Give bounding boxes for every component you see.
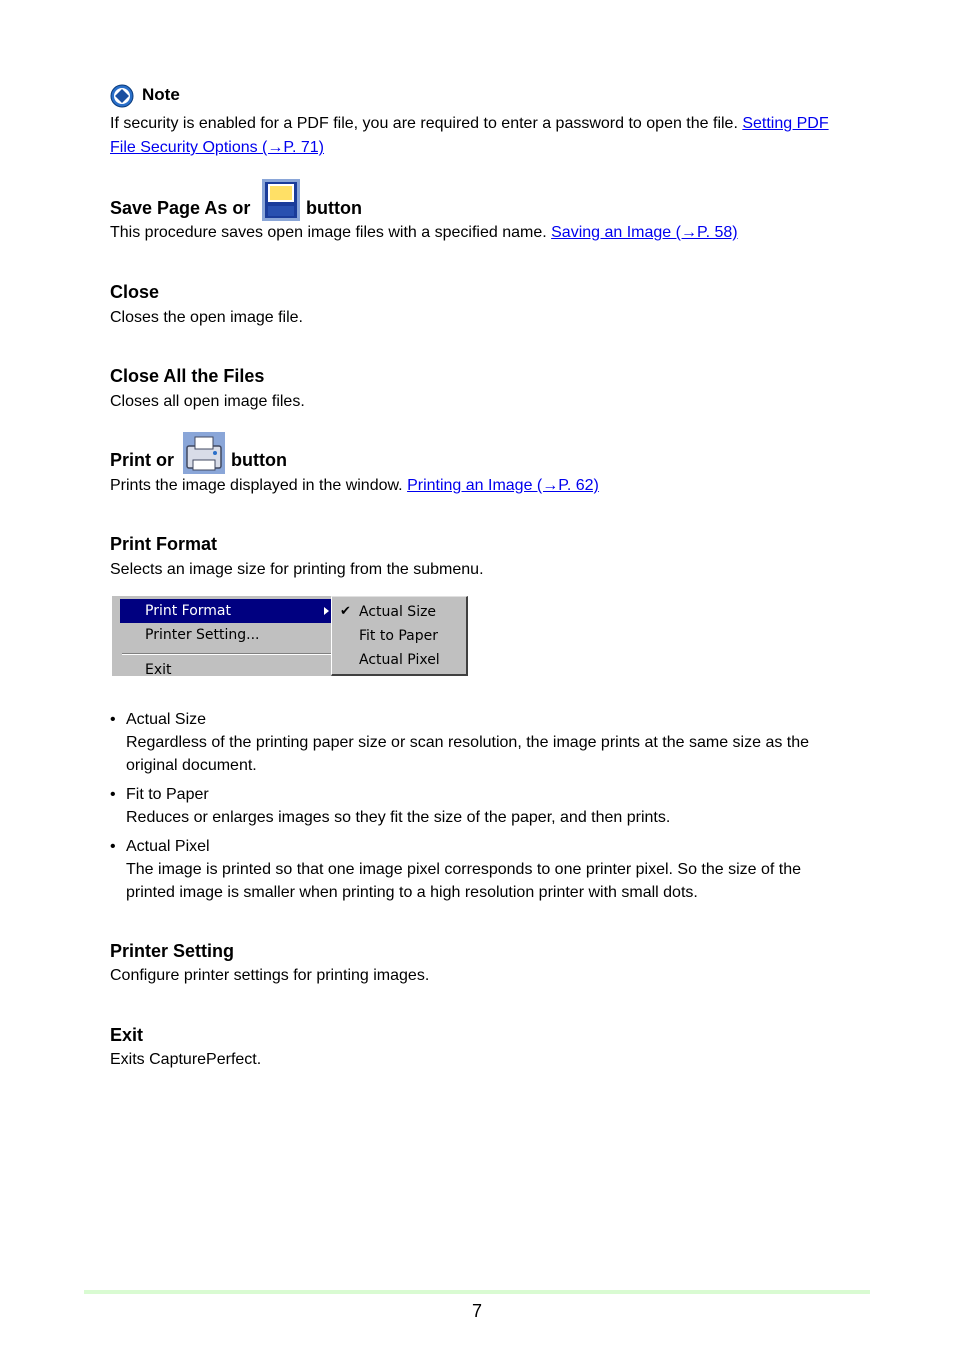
submenu-arrow-icon [324,607,329,615]
print-format-text: Selects an image size for printing from the submenu. [110,561,484,578]
submenu-item-actual-size[interactable]: ✔ Actual Size [332,600,466,624]
save-page-as-text-block [110,221,870,245]
page-number: 7 [471,1301,482,1321]
close-all-text: Closes all open image files. [110,393,305,410]
print-text-block [110,474,870,498]
note-section [110,84,180,113]
menu-item-print-format[interactable]: Print Format [120,599,333,623]
printer-setting-heading: Printer Setting [110,941,235,961]
setting-pdf-link[interactable]: Setting PDF File Security Options (→P. 71) [110,115,829,156]
menu-separator [122,653,332,655]
close-heading: Close [110,282,160,302]
printer-icon [183,432,225,474]
menu-item-printer-setting[interactable]: Printer Setting... [145,627,260,643]
exit-text: Exits CapturePerfect. [110,1051,262,1068]
checkmark-icon: ✔ [340,604,351,619]
print-format-heading: Print Format [110,534,218,554]
close-text: Closes the open image file. [110,309,303,326]
saving-an-image-link[interactable]: Saving an Image (→P. 58) [551,224,738,241]
save-page-as-heading: Save Page As or [110,198,251,218]
print-heading: Print or [110,450,175,470]
printing-an-image-link[interactable]: Printing an Image (→P. 62) [407,477,599,494]
print-button-word: button [231,450,287,470]
save-page-as-text: This procedure saves open image files with a specified name. [110,224,547,241]
submenu-item-actual-pixel[interactable]: Actual Pixel [359,652,440,668]
exit-heading: Exit [110,1025,144,1045]
submenu-item-fit-to-paper[interactable]: Fit to Paper [359,628,439,644]
bullet-desc: Reduces or enlarges images so they fit the size of the paper, and then prints. [126,809,671,826]
print-format-submenu [331,596,468,676]
bullet-desc: The image is printed so that one image pixel corresponds to one printer pixel. So the size of the printed image is smaller when printing to a high resolution printer with small dots. [126,861,802,901]
bullet-title: Fit to Paper [126,786,209,803]
print-format-menu-screenshot [110,596,468,676]
list-item: • Actual Size Regardless of the printing paper size or scan resolution, the image prints at the same size as the original document. [110,708,850,777]
bullet-title: Actual Size [126,711,207,728]
menu-item-exit[interactable]: Exit [145,662,172,676]
print-text: Prints the image displayed in the window. [110,477,403,494]
bullet-desc: Regardless of the printing paper size or scan resolution, the image prints at the same size as the original document. [126,734,810,774]
close-all-heading: Close All the Files [110,366,265,386]
list-item: • Fit to Paper Reduces or enlarges images so they fit the size of the paper, and then prints. [110,783,850,829]
bullet-title: Actual Pixel [126,838,210,855]
note-icon [110,84,134,108]
footer-divider [84,1290,870,1294]
print-format-options-list [110,708,850,904]
list-item: • Actual Pixel The image is printed so that one image pixel corresponds to one printer pixel. So the size of the printed image is smaller when printing to a high resolution printer with small dots. [110,835,850,904]
save-page-as-button-word: button [306,198,362,218]
note-text: If security is enabled for a PDF file, you are required to enter a password to open the file. [110,115,738,132]
printer-setting-text: Configure printer settings for printing images. [110,967,430,984]
file-menu [110,596,331,676]
note-text-block [110,112,870,160]
note-title: Note [142,85,180,104]
floppy-disk-icon [262,179,300,221]
